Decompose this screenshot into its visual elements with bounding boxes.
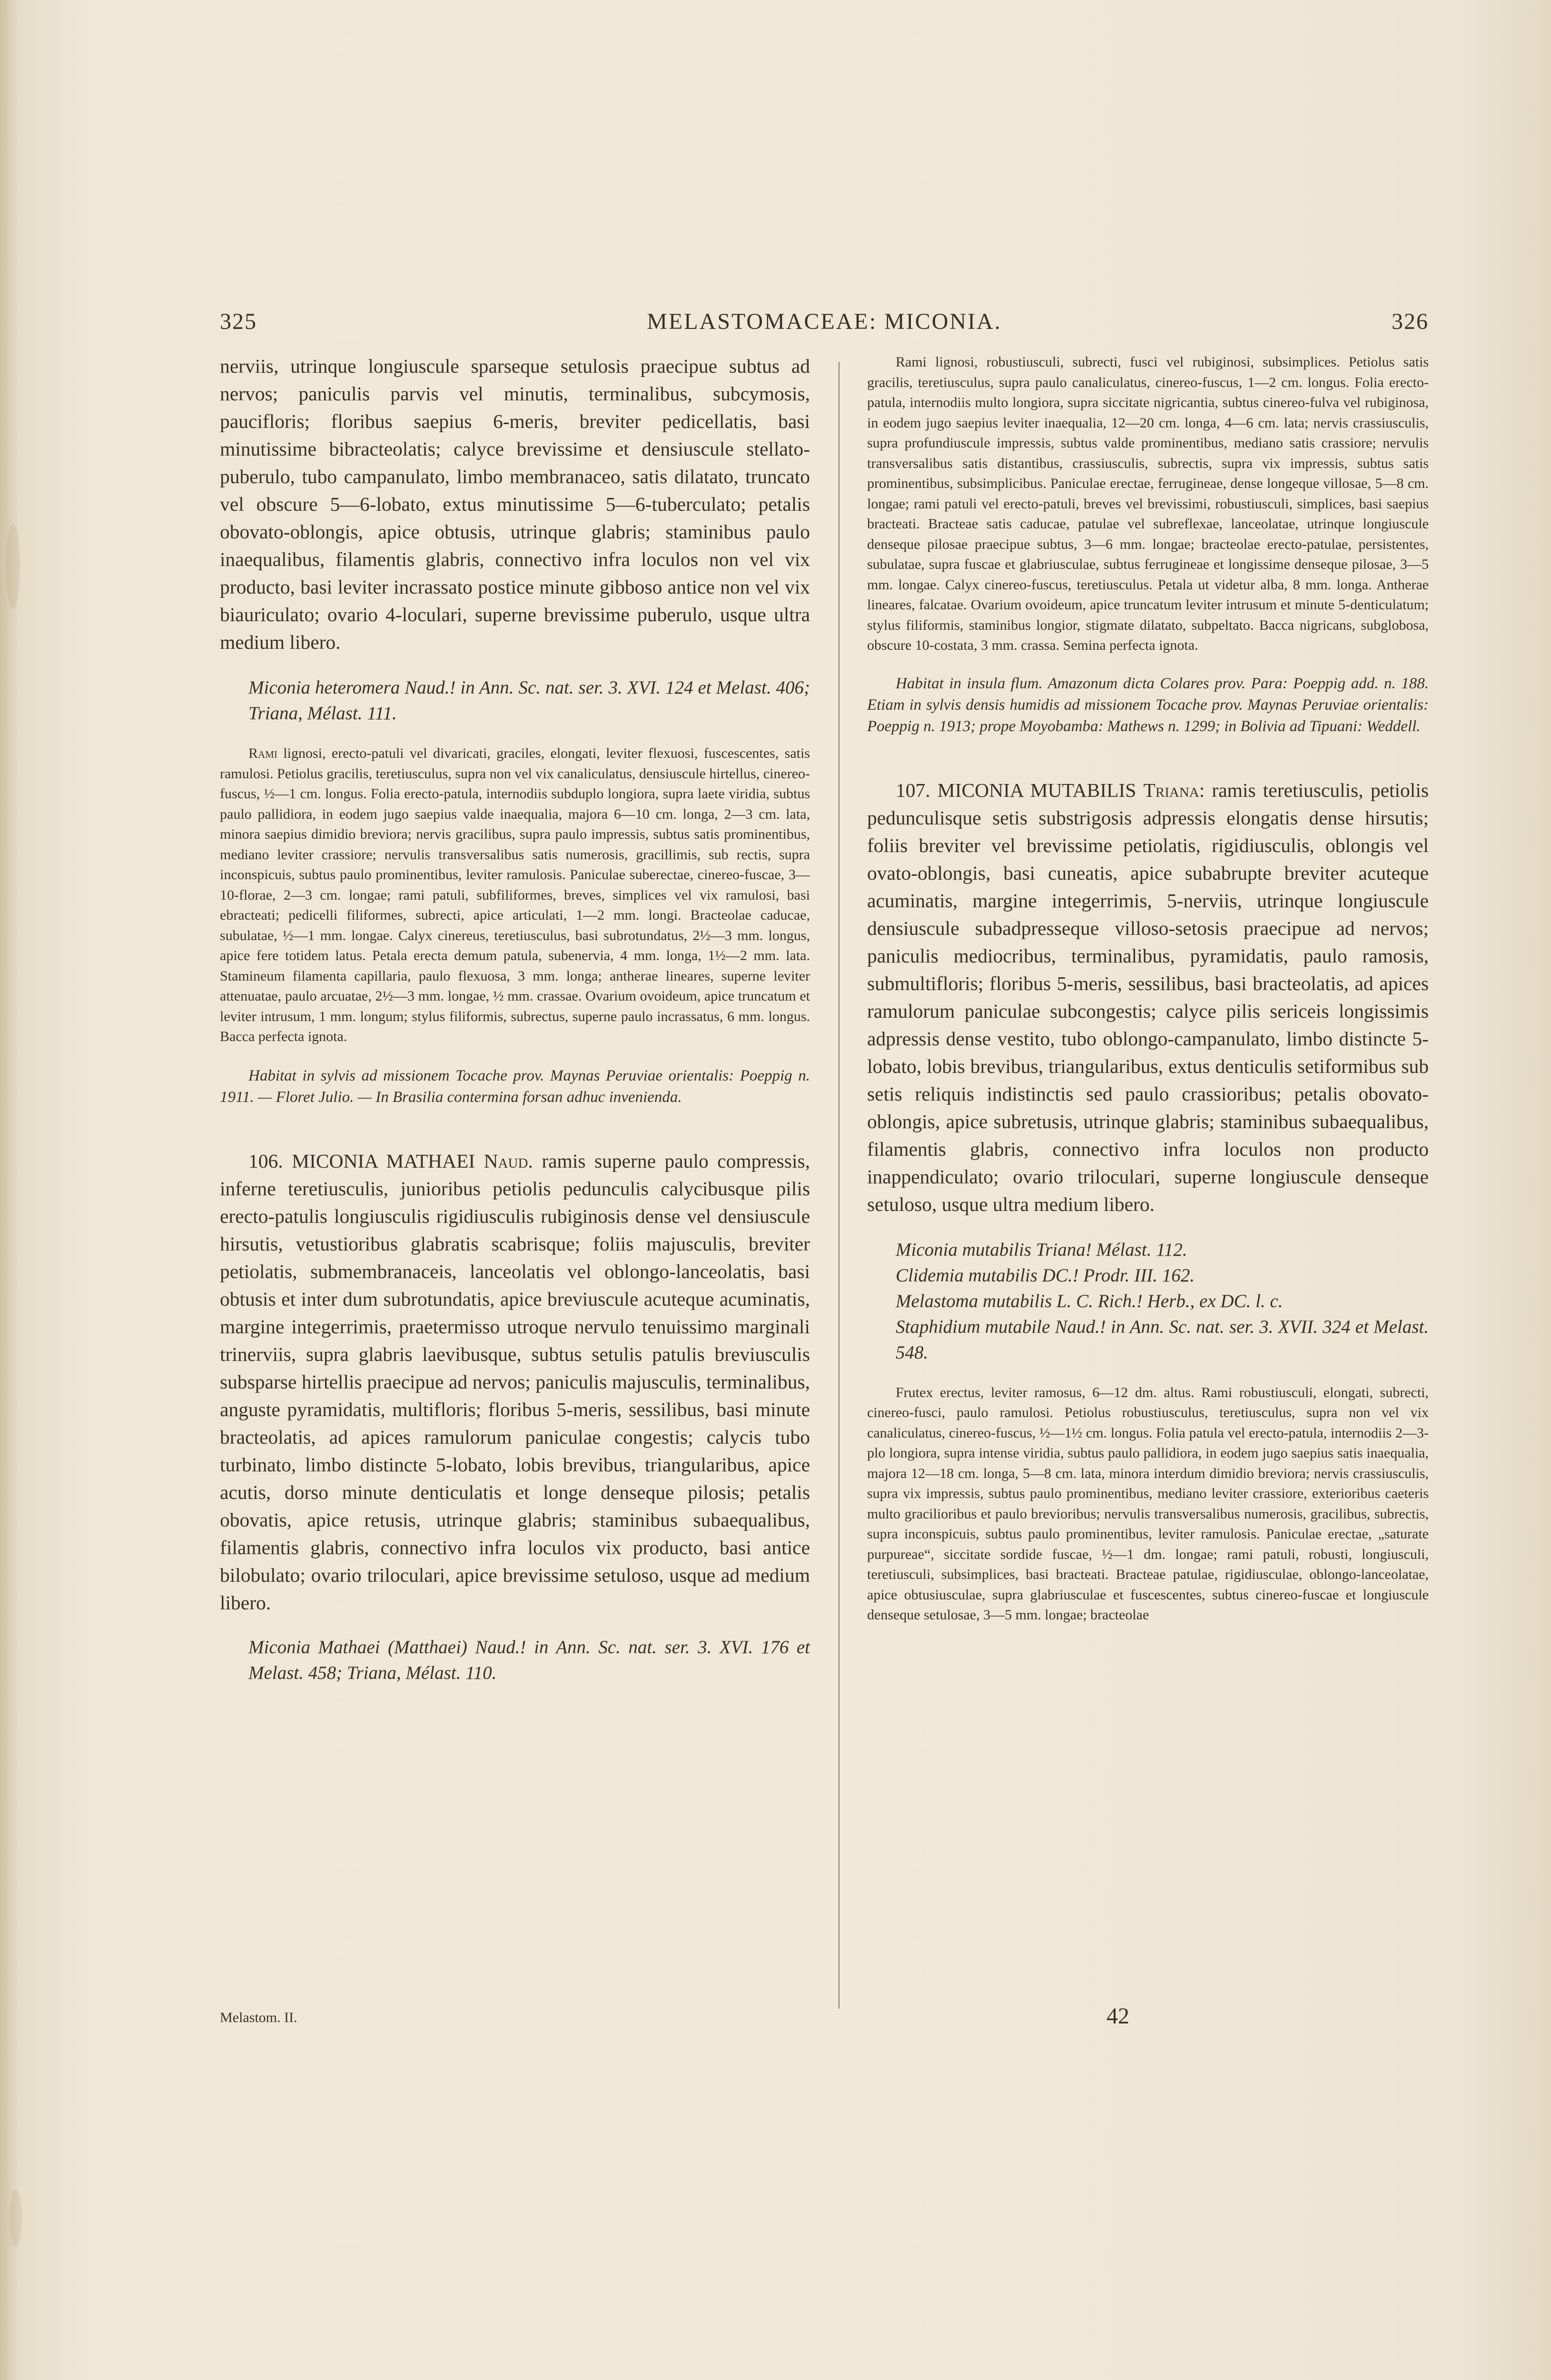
synonym-citation: Staphidium mutabile Naud.! in Ann. Sc. nat. ser. 3. XVII. 324 et Melast. 548. [896, 1316, 1429, 1363]
page-number-right: 326 [1392, 309, 1429, 334]
species-107-diagnosis [867, 776, 1429, 1218]
synonym-citation: Miconia mutabilis Triana! Mélast. 112. [896, 1239, 1187, 1260]
species-105-citation: Miconia heteromera Naud.! in Ann. Sc. nat. ser. 3. XVI. 124 et Melast. 406; Triana, Mélast. 111. [248, 677, 810, 724]
species-106-diagnosis-text: ramis superne paulo compressis, inferne teretiusculis, junioribus petiolis pedunculis calycibusque pilis erecto-patulis longiusculis rigidiusculis rubiginosis dense vel densiuscule hirsutis, vetustioribus glabratis scabrisque; foliis majusculis, breviter petiolatis, submembranaceis, lanceolatis vel oblongo-lanceolatis, basi obtusis et inter dum subrotundatis, apice breviuscule acuteque acuminatis, margine integerrimis, praetermisso utroque nervulo tenuissimo marginali trinerviis, supra glabris laevibusque, subtus setulis patulis breviusculis subsparse hirtellis praecipue ad nervos; paniculis majusculis, terminalibus, anguste pyramidatis, multifloris; floribus 5-meris, sessilibus, basi minute bracteolatis, ad apices ramulorum paniculae congestis; calycis tubo turbinato, limbo distincte 5-lobato, lobis brevibus, triangularibus, apice acutis, dorso minute denticulatis et longe denseque pilosis; petalis obovatis, apice retusis, utrinque glabris; staminibus subaequalibus, filamentis glabris, connectivo infra loculos vix producto, basi antice bilobulato; ovario triloculari, apice brevissime setuloso, usque ad medium libero. [220, 1150, 810, 1614]
left-column [220, 352, 810, 1686]
sheet-number: 42 [1106, 2003, 1129, 2029]
paper-stain [10, 2190, 22, 2247]
species-106-diagnosis [220, 1147, 810, 1616]
species-107-synonyms [867, 1237, 1429, 1366]
species-106-author: Naud. [484, 1150, 533, 1172]
running-title: MELASTOMACEAE: MICONIA. [647, 309, 1002, 334]
species-106-citation: Miconia Mathaei (Matthaei) Naud.! in Ann. Sc. nat. ser. 3. XVI. 176 et Melast. 458; Triana, Mélast. 110. [248, 1636, 810, 1683]
species-106-description: Rami lignosi, robustiusculi, subrecti, fusci vel rubiginosi, subsimplices. Petiolus satis gracilis, teretiusculus, supra paulo canaliculatus, cinereo-fuscus, 1—2 cm. longus. Folia erecto-patula, internodiis multo longiora, supra siccitate nigricantia, subtus cinereo-fulva vel rubiginosa, in eodem jugo saepius leviter inaequalia, 12—20 cm. longa, 4—6 cm. lata; nervis crassiusculis, supra profundiuscule impressis, subtus valde prominentibus, mediano satis crassiore; nervulis transversalibus satis distantibus, crassiusculis, subrectis, supra vix impressis, subtus satis prominentibus, subsimplicibus. Paniculae erectae, ferrugineae, dense longeque villosae, 5—8 cm. longae; rami patuli vel erecto-patuli, breves vel brevissimi, robustiusculi, simplices, basi saepius bracteati. Bracteae satis caducae, patulae vel subreflexae, lanceolatae, utrinque longiuscule denseque pilosae praecipue subtus, 3—6 mm. longae; bracteolae erecto-patulae, persistentes, subulatae, supra fuscae et glabriusculae, subtus ferrugineae et longissime denseque pilosae, 3—5 mm. longae. Calyx cinereo-fuscus, teretiusculus. Petala ut videtur alba, 8 mm. longa. Antherae lineares, falcatae. Ovarium ovoideum, apice truncatum leviter intrusum et minute 5-denticulatum; stylus filiformis, staminibus longior, stigmate dilatato, subpeltato. Bacca nigricans, subglobosa, obscure 10-costata, 3 mm. crassa. Semina perfecta ignota. [867, 354, 1429, 653]
species-105-description-text: lignosi, erecto-patuli vel divaricati, graciles, elongati, leviter flexuosi, fuscescentes, satis ramulosi. Petiolus gracilis, teretiusculus, supra non vel vix canaliculatus, densiuscule hirtellus, cinereo-fuscus, ½—1 cm. longus. Folia erecto-patula, internodiis subduplo longiora, supra laete viridia, subtus paulo pallidiora, in eodem jugo saepius valde inaequalia, majora 6—10 cm. longa, 2—3 cm. lata, minora saepius dimidio breviora; nervis gracilibus, supra paulo impressis, subtus satis prominentibus, mediano leviter crassiore; nervulis transversalibus satis numerosis, gracillimis, sub rectis, supra inconspicuis, subtus paulo prominentibus, leviter ramulosis. Paniculae suberectae, cinereo-fuscae, 3—10-florae, 2—3 cm. longae; rami patuli, subfiliformes, breves, simplices vel vix ramulosi, basi ebracteati; pedicelli filiformes, subrecti, apice articulati, 1—2 mm. longi. Bracteolae caducae, subulatae, ½—1 mm. longae. Calyx cinereus, teretiusculus, basi subrotundatus, 2½—3 mm. longus, apice fere totidem latus. Petala erecta demum patula, subenervia, 4 mm. longa, 1½—2 mm. lata. Stamineum filamenta capillaria, paulo flexuosa, 3 mm. longa; antherae lineares, superne leviter attenuatae, paulo arcuatae, 2½—3 mm. longae, ½ mm. crassae. Ovarium ovoideum, apice truncatum et leviter intrusum, 1 mm. longum; stylus filiformis, subrectus, superne paulo incrassatus, 6 mm. longus. Bacca perfecta ignota. [220, 745, 810, 1044]
signature-mark: Melastom. II. [220, 2010, 297, 2025]
synonym-citation: Melastoma mutabilis L. C. Rich.! Herb., ex DC. l. c. [896, 1290, 1283, 1311]
species-106-habitat: Habitat in insula flum. Amazonum dicta Colares prov. Para: Poeppig add. n. 188. Etiam in sylvis densis humidis ad missionem Tocache prov. Maynas Peruviae orientalis: Poeppig n. 1913; prope Moyobamba: Mathews n. 1299; in Bolivia ad Tipuani: Weddell. [867, 674, 1429, 735]
species-107-description: Frutex erectus, leviter ramosus, 6—12 dm. altus. Rami robustiusculi, elongati, subrecti, cinereo-fusci, paulo ramulosi. Petiolus robustiusculus, teretiusculus, supra non vel vix canaliculatus, cinereo-fuscus, ½—1½ cm. longus. Folia patula vel erecto-patula, internodiis 2—3-plo longiora, supra intense viridia, subtus paulo pallidiora, in eodem jugo saepius satis inaequalia, majora 12—18 cm. longa, 5—8 cm. lata, minora interdum dimidio breviora; nervis crassiusculis, supra vix impressis, subtus paulo prominentibus, mediano leviter crassiore, exterioribus caeteris multo gracilioribus et paulo brevioribus; nervulis transversalibus numerosis, gracilibus, subrectis, supra inconspicuis, subtus paulo prominentibus, leviter ramulosis. Paniculae erectae, „saturate purpureae“, siccitate sordide fuscae, ½—1 dm. longae; rami patuli, robusti, longiusculi, teretiusculi, subsimplices, basi bracteati. Bracteae patulae, rigidiusculae, oblongo-lanceolatae, apice obtusiusculae, supra glabriusculae et fuscescentes, subtus cinereo-fuscae et longiuscule denseque setulosae, 3—5 mm. longae; bracteolae [867, 1384, 1429, 1623]
species-106-heading: 106. MICONIA MATHAEI [248, 1150, 475, 1172]
species-105-diagnosis-continued: nerviis, utrinque longiuscule sparseque setulosis praecipue subtus ad nervos; paniculis parvis vel minutis, terminalibus, subcymosis, paucifloris; floribus saepius 6-meris, breviter pedicellatis, basi minutissime bibracteolatis; calyce brevissime et densiuscule stellato-puberulo, tubo campanulato, limbo membranaceo, satis dilatato, truncato vel obscure 5—6-lobato, extus minutissime 5—6-tuberculato; petalis obovato-oblongis, apice obtusis, utrinque glabris; staminibus paulo inaequalibus, filamentis glabris, connectivo infra loculos non vel vix producto, basi leviter incrassato postice minute gibboso antice non vel vix biauriculato; ovario 4-loculari, superne brevissime puberulo, usque ultra medium libero. [220, 355, 810, 653]
desc-lead-word: Rami [248, 745, 277, 761]
species-107-heading: 107. MICONIA MUTABILIS [896, 779, 1136, 801]
column-divider [839, 362, 840, 2009]
species-105-habitat: Habitat in sylvis ad missionem Tocache prov. Maynas Peruviae orientalis: Poeppig n. 1911. — Floret Julio. — In Brasilia contermina forsan adhuc invenienda. [220, 1067, 810, 1106]
species-105-description [220, 744, 810, 1047]
page-number-left: 325 [220, 309, 257, 334]
species-107-author: Triana: [1143, 779, 1205, 801]
right-column [867, 352, 1429, 1626]
synonym-citation: Clidemia mutabilis DC.! Prodr. III. 162. [896, 1265, 1195, 1286]
running-header [220, 308, 1429, 342]
paper-stain [6, 524, 20, 609]
species-107-diagnosis-text: ramis teretiusculis, petiolis pedunculisque setis substrigosis adpressis elongatis dense hirsutis; foliis breviter vel brevissime petiolatis, rigidiusculis, oblongis vel ovato-oblongis, basi cuneatis, apice subabrupte breviter acuteque acuminatis, margine integerrimis, 5-nerviis, utrinque longiuscule densiuscule subadpresseque villoso-setosis praecipue ad nervos; paniculis mediocribus, terminalibus, pyramidatis, paulo ramosis, submultifloris; floribus 5-meris, sessilibus, basi bracteolatis, ad apices ramulorum paniculae subcongestis; calyce pilis sericeis longissimis adpressis dense vestito, tubo oblongo-campanulato, limbo distincte 5-lobato, lobis brevibus, triangularibus, extus denticulis setiformibus sub setis reliquis indistinctis sed paulo crassioribus; petalis obovato-oblongis, apice subretusis, utrinque glabris; staminibus subaequalibus, filamentis glabris, connectivo infra loculos non producto inappendiculato; ovario triloculari, superne longiuscule denseque setuloso, usque ultra medium libero. [867, 779, 1429, 1215]
spine-shadow [0, 0, 19, 2380]
